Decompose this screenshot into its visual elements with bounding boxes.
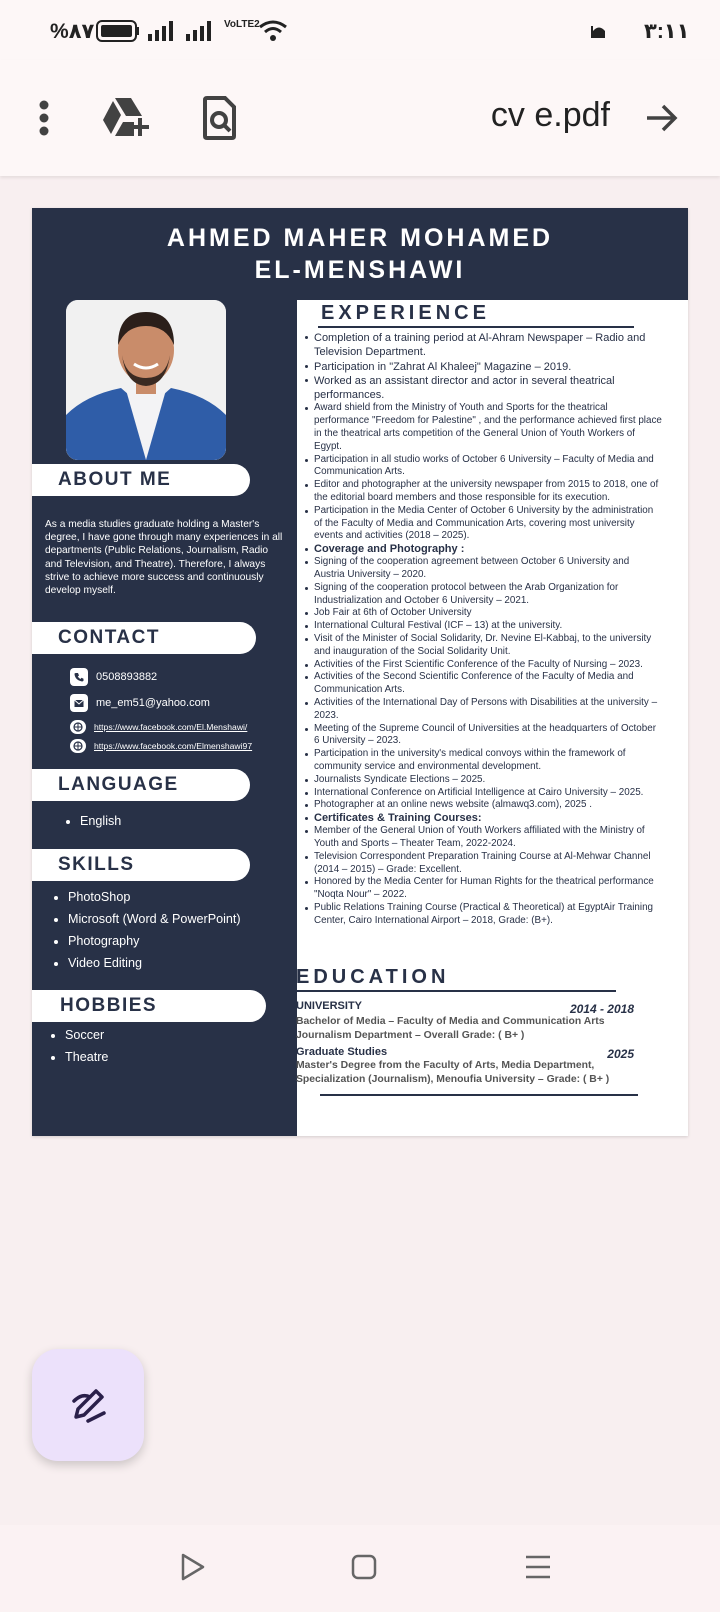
list-item: Honored by the Media Center for Human Rights for the theatrical performance "Noqta Nour" – 2022.	[304, 876, 662, 902]
list-item: Theatre	[51, 1050, 108, 1064]
university-years: 2014 - 2018	[569, 1002, 634, 1016]
skills-list	[54, 890, 241, 978]
mosque-icon	[590, 22, 608, 40]
cv-header-band	[32, 208, 688, 300]
list-item: Completion of a training period at Al-Ahram Newspaper – Radio and Television Department.	[304, 331, 662, 360]
list-item: Participation in "Zahrat Al Khaleej" Magazine – 2019.	[304, 360, 662, 374]
cv-name-line2: EL-MENSHAWI	[254, 256, 466, 284]
list-item: Coverage and Photography :	[304, 543, 662, 556]
contact-phone	[70, 668, 157, 686]
signal-icon	[186, 20, 214, 42]
list-item: Signing of the cooperation agreement between October 6 University and Austria University – 2020.	[304, 556, 662, 582]
edit-pen-icon	[66, 1383, 110, 1427]
list-item: Soccer	[51, 1028, 108, 1042]
hobbies-heading: HOBBIES	[32, 990, 266, 1022]
list-item: Participation in the university's medical convoys within the framework of community service and environmental development.	[304, 748, 662, 774]
list-item: Journalists Syndicate Elections – 2025.	[304, 774, 662, 787]
battery-icon	[96, 20, 140, 42]
university-label: UNIVERSITY	[296, 1000, 363, 1012]
graduate-line-2: Specialization (Journalism), Menoufia University – Grade: ( B+ )	[296, 1074, 610, 1085]
contact-email	[70, 694, 210, 712]
globe-icon	[70, 720, 86, 734]
education-heading: EDUCATION	[296, 966, 450, 988]
contact-link-2[interactable]	[70, 739, 252, 753]
list-item: Activities of the First Scientific Conference of the Faculty of Nursing – 2023.	[304, 659, 662, 672]
about-heading: ABOUT ME	[32, 464, 250, 496]
globe-icon	[70, 739, 86, 753]
list-item: Meeting of the Supreme Council of Universities at the headquarters of October 6 University – 2023.	[304, 723, 662, 749]
list-item: International Cultural Festival (ICF – 13) at the university.	[304, 620, 662, 633]
graduate-line-1: Master's Degree from the Faculty of Arts, Media Department,	[296, 1060, 595, 1071]
signal-icon	[148, 20, 176, 42]
edit-fab[interactable]	[32, 1349, 144, 1461]
list-item: Microsoft (Word & PowerPoint)	[54, 912, 241, 926]
list-item: Public Relations Training Course (Practical & Theoretical) at EgyptAir Training Center, Cairo International Airport – 2018, Grade: (B+).	[304, 902, 662, 928]
language-heading: LANGUAGE	[32, 769, 250, 801]
experience-list	[304, 331, 662, 928]
file-title: cv e.pdf	[490, 96, 610, 134]
profile-photo	[66, 300, 226, 460]
list-item: Television Correspondent Preparation Training Course at Al-Mehwar Channel (2014 – 2015) – Grade: Excellent.	[304, 851, 662, 877]
list-item: Worked as an assistant director and actor in several theatrical performances.	[304, 374, 662, 403]
add-to-drive-icon[interactable]	[100, 94, 154, 142]
experience-divider	[318, 326, 634, 328]
facebook-link-1[interactable]: https://www.facebook.com/El.Menshawi/	[94, 722, 248, 732]
mail-icon	[70, 694, 88, 712]
about-text: As a media studies graduate holding a Master's degree, I have gone through many experiences in all departments (Public Relations, Journalism, Radio and Television, and Theatre). Therefore, I always strive to achieve more success and continuously develop myself.	[45, 519, 283, 597]
list-item: Activities of the International Day of Persons with Disabilities at the university – 2023.	[304, 697, 662, 723]
list-item: Photography	[54, 934, 241, 948]
pdf-page	[32, 208, 688, 1136]
phone-icon	[70, 668, 88, 686]
wifi-icon	[258, 18, 290, 44]
back-icon[interactable]	[172, 1545, 214, 1589]
list-item: Participation in the Media Center of October 6 University by the administration of the Faculty of Media and Communication Arts, covering most university events and activities (2018 – 2025).	[304, 505, 662, 543]
phone-number: 0508893882	[96, 671, 158, 683]
clock: ٣:١١	[644, 20, 690, 43]
cv-name-line1: AHMED MAHER MOHAMED	[166, 224, 554, 252]
app-bar	[0, 60, 720, 176]
navigation-bar	[0, 1525, 720, 1612]
hobbies-list	[51, 1028, 108, 1072]
contact-heading: CONTACT	[32, 622, 256, 654]
list-item: Award shield from the Ministry of Youth and Sports for the theatrical performance "Freedom for Palestine" , and the performance achieved first place in the theatrical arts competition of the General Union of Youth Workers of Egypt.	[304, 402, 662, 453]
list-item: English	[66, 814, 121, 828]
list-item: Member of the General Union of Youth Workers affiliated with the Ministry of Youth and Sports – Theater Team, 2022-2024.	[304, 825, 662, 851]
university-line-2: Journalism Department – Overall Grade: ( B+ )	[296, 1030, 525, 1041]
list-item: Activities of the Second Scientific Conference of the Faculty of Media and Communication Arts.	[304, 671, 662, 697]
home-icon[interactable]	[342, 1545, 386, 1589]
list-item: Visit of the Minister of Social Solidarity, Dr. Nevine El-Kabbaj, to the university and inauguration of the Social Solidarity Unit.	[304, 633, 662, 659]
list-item: Photographer at an online news website (almawq3.com), 2025 .	[304, 799, 662, 812]
forward-arrow-icon[interactable]	[640, 96, 684, 140]
status-bar	[0, 0, 720, 60]
recents-icon[interactable]	[516, 1545, 560, 1589]
list-item: Editor and photographer at the university newspaper from 2015 to 2018, one of the editorial board members and those responsible for its execution.	[304, 479, 662, 505]
find-in-file-icon[interactable]	[200, 94, 240, 142]
graduate-label: Graduate Studies	[296, 1046, 388, 1058]
network-label: VoLTE2	[224, 19, 260, 30]
university-line-1: Bachelor of Media – Faculty of Media and Communication Arts	[296, 1016, 605, 1027]
more-vert-icon[interactable]	[26, 96, 62, 140]
experience-heading: EXPERIENCE	[321, 302, 490, 324]
list-item: Video Editing	[54, 956, 241, 970]
email-address: me_em51@yahoo.com	[96, 697, 210, 709]
list-item: Certificates & Training Courses:	[304, 812, 662, 825]
bottom-divider	[320, 1094, 638, 1096]
contact-link-1[interactable]	[70, 720, 247, 734]
language-list	[66, 814, 121, 836]
battery-percent: %٨٧	[50, 20, 95, 43]
list-item: Participation in all studio works of October 6 University – Faculty of Media and Communication Arts.	[304, 454, 662, 480]
list-item: Job Fair at 6th of October University	[304, 607, 662, 620]
skills-heading: SKILLS	[32, 849, 250, 881]
graduate-year: 2025	[607, 1047, 634, 1061]
list-item: Signing of the cooperation protocol between the Arab Organization for Industrialization and October 6 University – 2021.	[304, 582, 662, 608]
facebook-link-2[interactable]: https://www.facebook.com/Elmenshawi97	[94, 741, 253, 751]
education-divider	[296, 990, 616, 992]
list-item: International Conference on Artificial Intelligence at Cairo University – 2025.	[304, 787, 662, 800]
list-item: PhotoShop	[54, 890, 241, 904]
